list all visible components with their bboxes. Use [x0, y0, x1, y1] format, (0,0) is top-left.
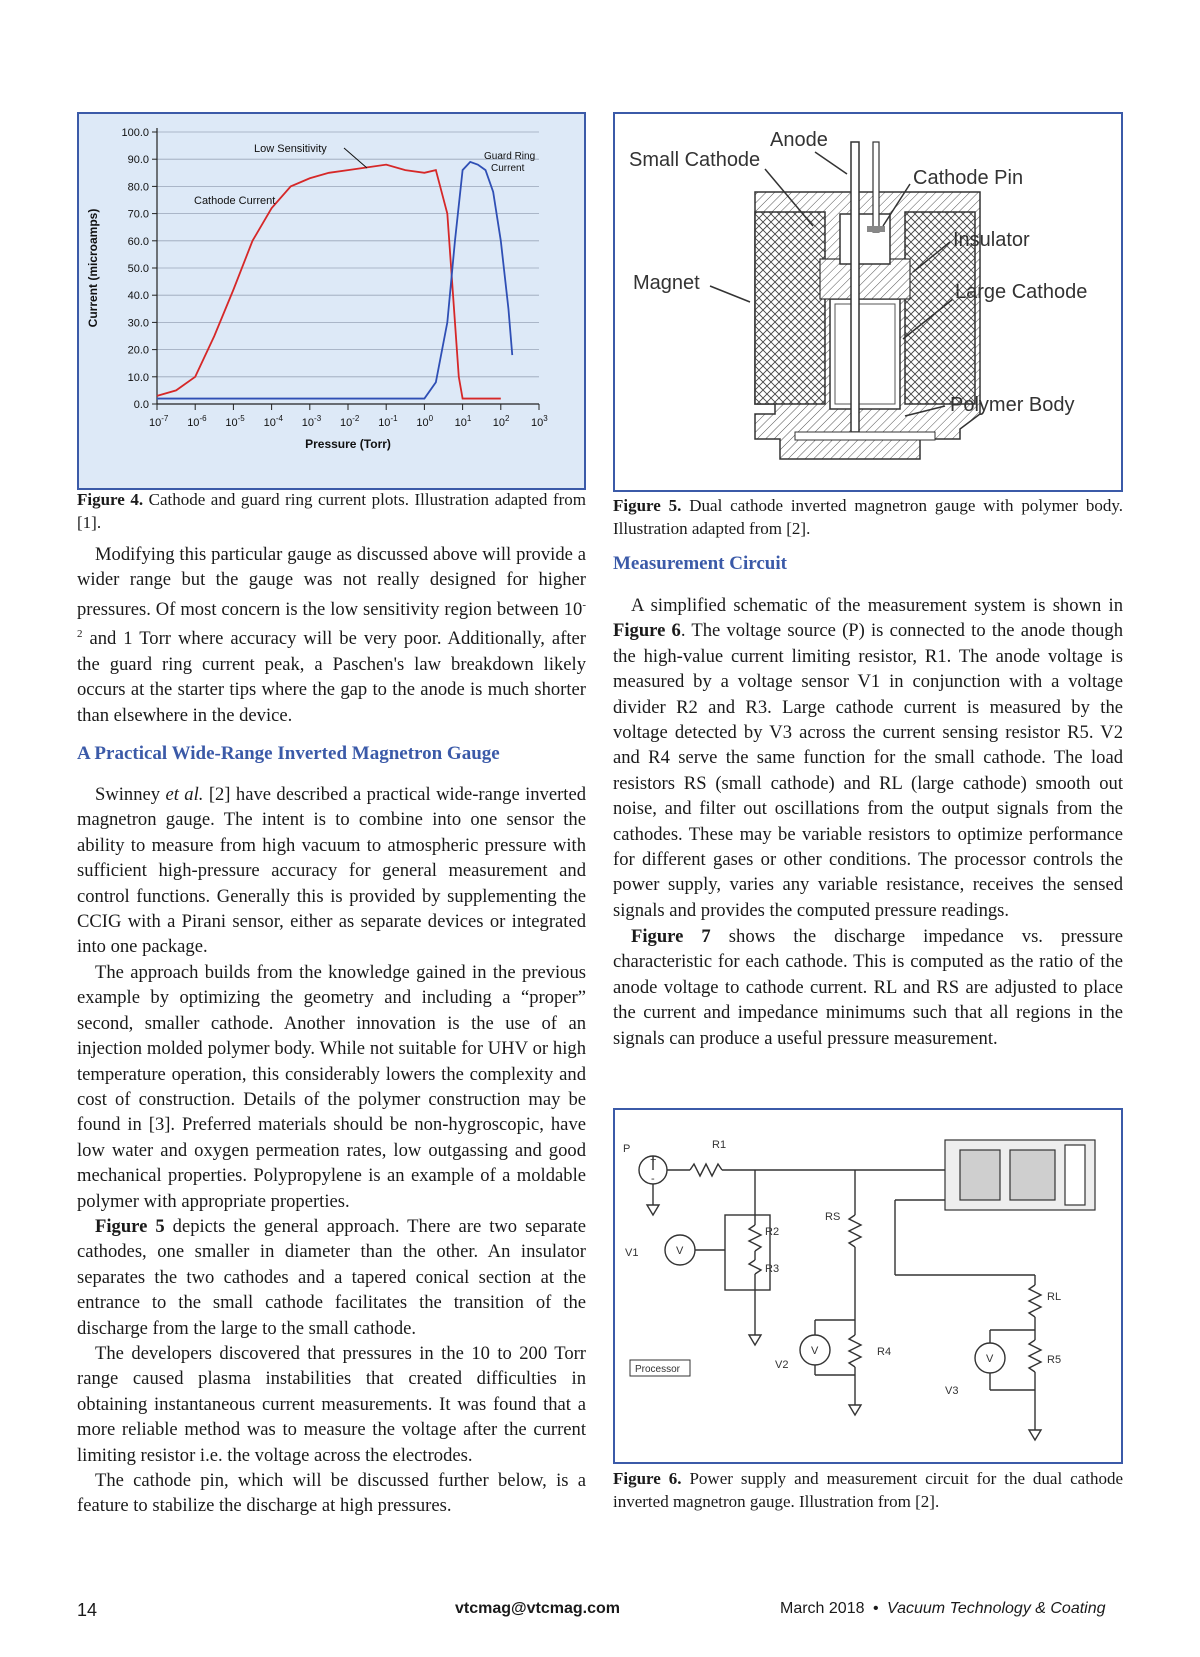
figure-4-caption: [77, 488, 586, 534]
figure-5-caption: [613, 494, 1123, 540]
left-paragraph-4: [77, 1214, 586, 1341]
cathode-pin: [873, 142, 879, 232]
label-v-meter2: V: [811, 1345, 819, 1357]
label-r2: R2: [765, 1226, 780, 1238]
left-p2-b: [2] have described a practical wide-range inverted magnetron gauge. The intent is to combine into one sensor the ability to measure from high vacuum to atmospheric pressure with sufficient high-pressure accuracy for general measurement and control functions. Generally this is provided by supplementing the CCIG with a Pirani sensor, either as separate devices or integrated into one package.: [77, 784, 587, 958]
label-rs: RS: [825, 1211, 841, 1223]
annotation-low-sensitivity: Low Sensitivity: [254, 143, 327, 155]
figure-5-caption-text: Dual cathode inverted magnetron gauge with polymer body. Illustration adapted from [2].: [613, 496, 1123, 538]
small-cathode: [840, 214, 890, 264]
label-insulator: Insulator: [953, 229, 1030, 251]
figure-4-caption-label: Figure 4.: [77, 490, 144, 509]
x-tick-label: $10^{-5}$: [225, 414, 245, 429]
gauge-cross-section: [945, 1140, 1095, 1210]
x-tick-label: $10^1$: [454, 414, 472, 429]
figure-6-caption-label: Figure 6.: [613, 1469, 682, 1488]
figure-5-diagram: [613, 112, 1123, 492]
figure-6-circuit: [613, 1108, 1123, 1464]
label-v-meter3: V: [986, 1353, 994, 1365]
page-number: 14: [77, 1600, 98, 1620]
figure-6-caption-text: Power supply and measurement circuit for the dual cathode inverted magnetron gauge. Illustration from [2].: [613, 1469, 1123, 1511]
y-axis-label: Current (microamps): [86, 208, 100, 328]
label-v3: V3: [945, 1385, 959, 1397]
section-heading-measurement-circuit: Measurement Circuit: [613, 553, 787, 574]
label-p: P: [623, 1143, 631, 1155]
figure-4-caption-text: Cathode and guard ring current plots. Illustration adapted from [1].: [77, 490, 586, 532]
left-p5-text: The developers discovered that pressures in the 10 to 200 Torr range caused plasma instabilities that created difficulties in obtaining instantaneous current measurements. It was found that a more reliable method was to measure the voltage after the current limiting resistor i.e. the voltage across the electrodes.: [77, 1343, 586, 1466]
x-tick-label: $10^{-3}$: [301, 414, 322, 429]
y-tick-label: 20.0: [127, 344, 149, 357]
label-r3: R3: [765, 1263, 780, 1275]
label-plus: +: [650, 1154, 657, 1166]
annotation-guard-ring-line1: Guard Ring: [484, 151, 536, 162]
left-p4-bold: Figure 5: [95, 1216, 165, 1237]
left-p4-text: depicts the general approach. There are two separate cathodes, one smaller in diameter than the other. An insulator separates the two cathodes and a tapered conical section at the entrance to the small cathode facilitates the transition of the discharge from the large to the small cathode.: [77, 1216, 587, 1339]
left-paragraph-2: [77, 782, 586, 960]
left-p1-rest: and 1 Torr where accuracy will be very poor. Additionally, after the guard ring current peak, a Paschen's law breakdown likely occurs at the starter tips where the gap to the anode is much shorter than elsewhere in the device.: [77, 628, 586, 726]
y-tick-label: 60.0: [127, 235, 149, 248]
chart-svg: [79, 114, 584, 488]
annotation-low-sensitivity-arrow: [344, 148, 367, 168]
y-tick-label: 70.0: [127, 208, 149, 221]
x-tick-label: $10^{-6}$: [187, 414, 207, 429]
y-tick-label: 50.0: [127, 263, 149, 275]
label-v2: V2: [775, 1359, 789, 1371]
insulator: [820, 259, 910, 299]
annotation-guard-ring-line2: Current: [491, 163, 525, 174]
figure-5-caption-label: Figure 5.: [613, 496, 682, 515]
label-large-cathode: Large Cathode: [955, 281, 1088, 303]
x-tick-label: $10^{-4}$: [263, 414, 283, 429]
label-processor: Processor: [635, 1364, 681, 1375]
x-tick-label: $10^{-1}$: [378, 414, 398, 429]
y-tick-label: 100.0: [121, 127, 149, 139]
x-tick-label: $10^0$: [416, 414, 434, 429]
circuit-svg: [615, 1110, 1121, 1462]
section-heading-wide-range: A Practical Wide-Range Inverted Magnetron Gauge: [77, 743, 500, 764]
footer-publication: Vacuum Technology & Coating: [887, 1600, 1106, 1617]
right-paragraph-2: [613, 924, 1123, 1051]
label-r5: R5: [1047, 1354, 1062, 1366]
gauge-diagram-svg: [615, 114, 1121, 490]
left-paragraph-1: [77, 542, 586, 728]
left-p2-a: Swinney: [95, 784, 166, 805]
magnet-left: [755, 212, 825, 404]
footer-issue-date: March 2018: [780, 1600, 865, 1617]
left-p1-sup: -2: [77, 598, 586, 641]
left-p1-text: Modifying this particular gauge as discussed above will provide a wider range but the gauge was not really designed for higher pressures. Of most concern is the low sensitivity region between 10: [77, 544, 586, 620]
x-tick-label: $10^{-2}$: [340, 414, 360, 429]
y-tick-label: 30.0: [127, 317, 149, 330]
footer-email[interactable]: vtcmag@vtcmag.com: [455, 1600, 620, 1617]
footer-issue: [780, 1600, 1106, 1618]
anode: [851, 142, 859, 432]
label-cathode-pin: Cathode Pin: [913, 167, 1024, 189]
label-rl: RL: [1047, 1291, 1062, 1303]
y-tick-label: 0.0: [133, 399, 149, 411]
left-paragraph-5: [77, 1341, 586, 1468]
x-tick-label: $10^3$: [531, 414, 548, 429]
y-tick-label: 80.0: [127, 181, 149, 194]
label-polymer-body: Polymer Body: [950, 394, 1075, 416]
left-p2-em: et al.: [165, 784, 204, 805]
label-v1: V1: [625, 1247, 639, 1259]
x-tick-label: $10^2$: [492, 414, 510, 429]
y-tick-label: 10.0: [127, 371, 149, 384]
left-p6-text: The cathode pin, which will be discussed further below, is a feature to stabilize the discharge at high pressures.: [77, 1470, 586, 1517]
label-minus: -: [651, 1173, 655, 1185]
footer-bullet: •: [872, 1600, 879, 1617]
figure-4-chart: [77, 112, 586, 490]
label-magnet: Magnet: [633, 272, 700, 294]
left-paragraph-3: [77, 960, 586, 1214]
figure-6-caption: [613, 1467, 1123, 1513]
y-tick-label: 90.0: [127, 154, 149, 167]
right-p1-c: . The voltage source (P) is connected to the anode though the high-value current limiting resistor, R1. The anode voltage is measured by a voltage sensor V1 in conjunction with a voltage divider R2 and R3. Large cathode current is measured by the voltage detected by V3 across the current sensing resistor R5. V2 and R4 serve the same function for the small cathode. The load resistors RS (small cathode) and RL (large cathode) smooth out noise, and filter out oscillations from the output signals from the cathodes. These may be variable resistors to optimize performance for different gases or other conditions. The processor controls the power supply, varies any variable resistance, receives the sensed signals and provides the computed pressure readings.: [613, 620, 1123, 921]
label-anode: Anode: [770, 129, 828, 151]
x-tick-label: $10^{-7}$: [149, 414, 169, 429]
label-r4: R4: [877, 1346, 892, 1358]
y-tick-label: 40.0: [127, 290, 149, 303]
left-paragraph-6: [77, 1468, 586, 1519]
right-paragraph-1: [613, 593, 1123, 923]
right-p2-bold: Figure 7: [631, 926, 711, 947]
right-p1-a: A simplified schematic of the measurement system is shown in: [631, 595, 1123, 616]
right-p1-bold: Figure 6: [613, 620, 681, 642]
label-v-meter1: V: [676, 1245, 684, 1257]
x-axis-label: Pressure (Torr): [305, 437, 391, 451]
annotation-cathode-current: Cathode Current: [194, 195, 276, 207]
left-p3-text: The approach builds from the knowledge gained in the previous example by optimizing the geometry and including a “proper” second, smaller cathode. Another innovation is the use of an injection molded polymer body. While not suitable for UHV or high temperature operation, this considerably lowers the complexity and cost of construction. Details of the polymer construction may be found in [3]. Preferred materials should be non-hygroscopic, have low water and oxygen permeation rates, low outgassing and good mechanical properties. Polypropylene is an example of a moldable polymer with appropriate properties.: [77, 962, 586, 1212]
right-p2-text: shows the discharge impedance vs. pressure characteristic for each cathode. This is computed as the ratio of the anode voltage to cathode current. RL and RS are adjusted to place the current and impedance minimums such that all regions in the signals can produce a useful pressure measurement.: [613, 926, 1123, 1049]
label-small-cathode: Small Cathode: [629, 149, 761, 171]
label-r1: R1: [712, 1139, 727, 1151]
